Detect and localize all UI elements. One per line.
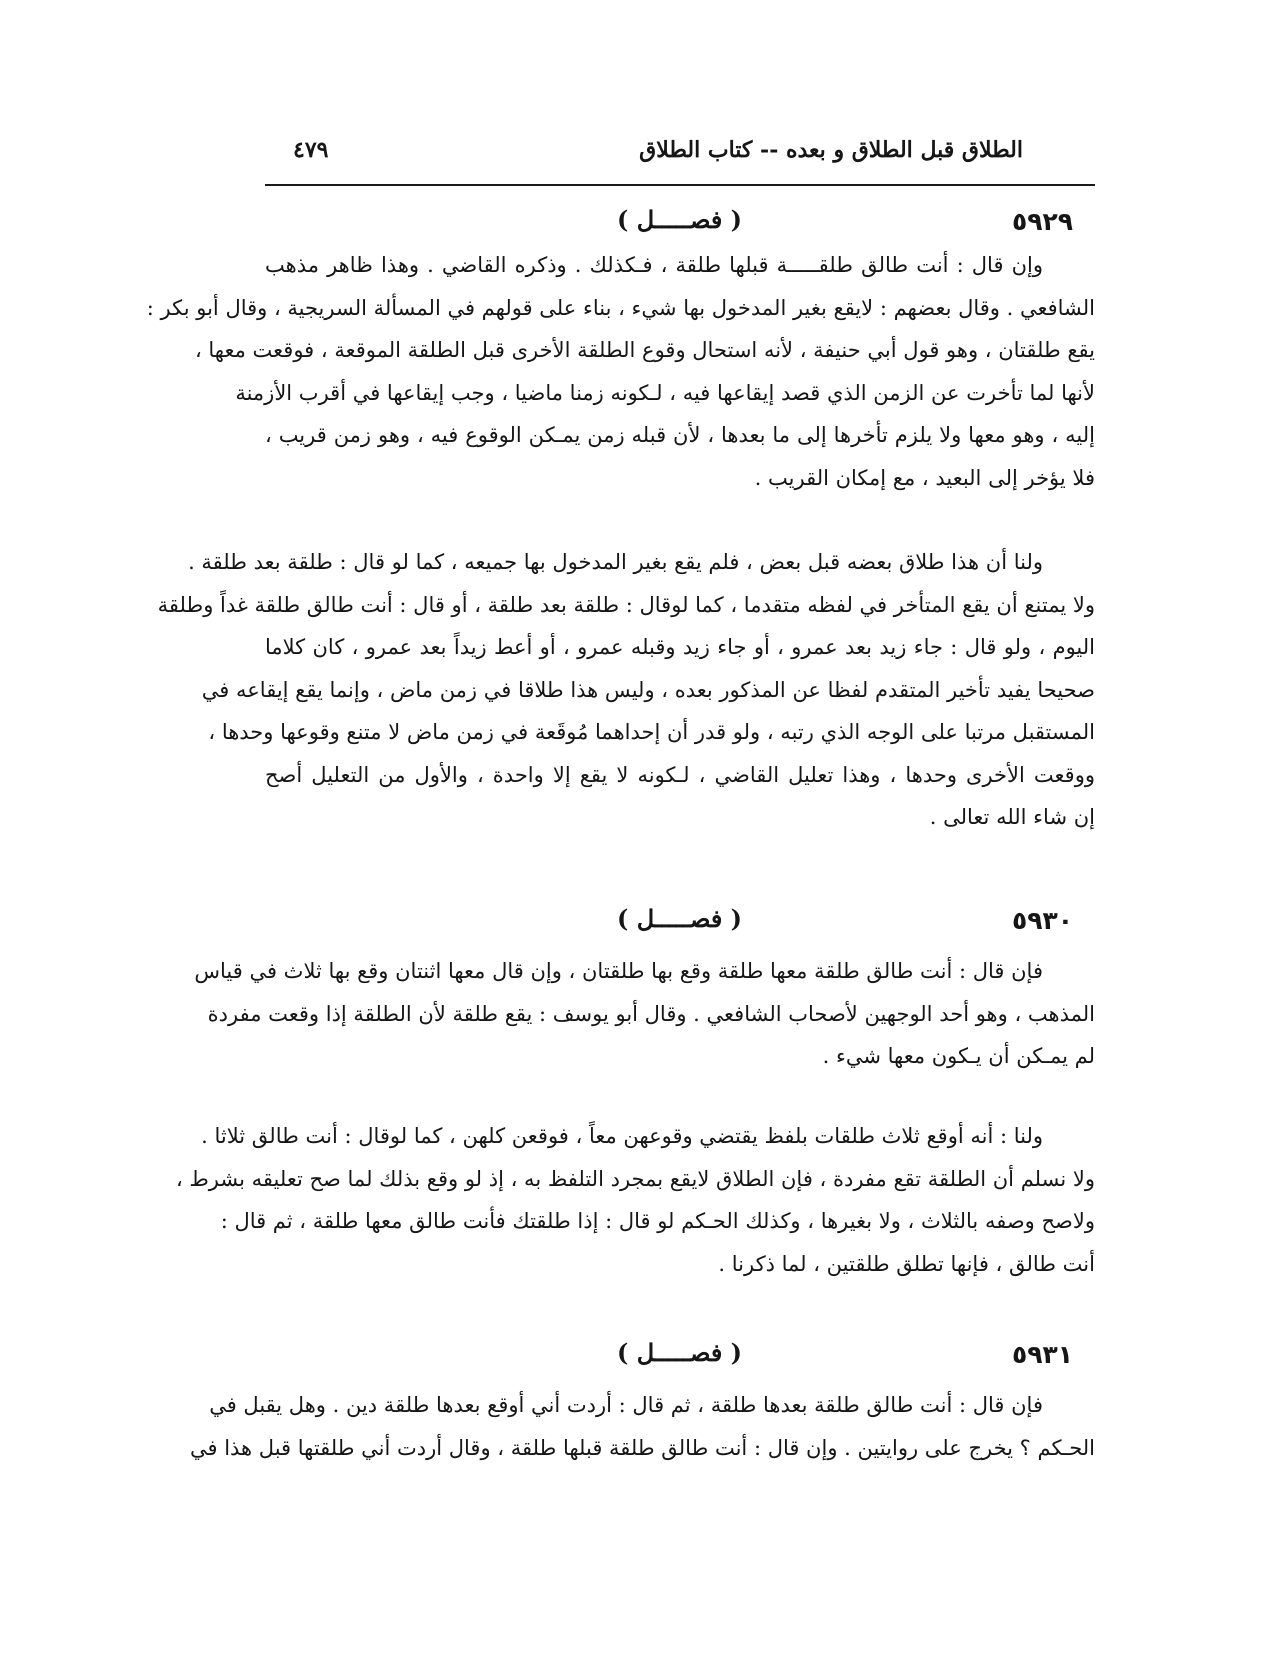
text-line: الحـكم ؟ يخرج على روايتين . وإن قال : أنت طالق طلقة قبلها طلقة ، وقال أردت أني طلقتها قبل هذا في — [189, 1435, 1095, 1460]
text-line: الشافعي . وقال بعضهم : لايقع بغير المدخول بها شيء ، بناء على قولهم في المسألة السريجية ، وقال أبو بكر : — [146, 295, 1095, 320]
paragraph — [175, 1115, 1095, 1285]
text-line: اليوم ، ولو قال : جاء زيد بعد عمرو ، أو جاء زيد وقبله عمرو ، أو أعط زيداً بعد عمرو ، كان كلاما — [265, 635, 1095, 659]
text-line: لأنها لما تأخرت عن الزمن الذي قصد إيقاعها فيه ، لـكونه زمنا ماضيا ، وجب إيقاعها في أقرب الأزمنة — [235, 380, 1095, 405]
paragraph — [194, 950, 1095, 1078]
section-number: ٥٩٣١ — [1012, 1340, 1074, 1369]
section-heading: ( فصـــــل ) — [617, 205, 743, 234]
text-line: ولاصح وصفه بالثلاث ، ولا بغيرها ، وكذلك الحـكم لو قال : إذا طلقتك فأنت طالق معها طلقة ، ثم قال : — [220, 1209, 1095, 1233]
text-line: فإن قال : أنت طالق طلقة بعدها طلقة ، ثم قال : أردت أني أوقع بعدها طلقة دين . وهل يقبل في — [209, 1393, 1043, 1417]
paragraph — [146, 244, 1095, 499]
section-number: ٥٩٣٠ — [1012, 906, 1074, 935]
running-header — [265, 133, 1095, 177]
section-heading: ( فصـــــل ) — [617, 904, 743, 933]
text-line: المستقبل مرتبا على الوجه الذي رتبه ، ولو قدر أن إحداهما مُوقَعة في زمن ماض لا متنع وقوعها وحدها ، — [208, 720, 1095, 744]
header-rule — [265, 184, 1095, 186]
paragraph — [157, 541, 1095, 839]
text-line: ولا نسلم أن الطلقة تقع مفردة ، فإن الطلاق لايقع بمجرد التلفظ به ، إذ لو وقع بذلك لما صح تعليقه بشرط ، — [175, 1166, 1095, 1191]
text-line: ولنا : أنه أوقع ثلاث طلقات بلفظ يقتضي وقوعهن معاً ، فوقعن كلهن ، كما لوقال : أنت طالق ثلاثا . — [201, 1124, 1043, 1148]
text-line: المذهب ، وهو أحد الوجهين لأصحاب الشافعي . وقال أبو يوسف : يقع طلقة لأن الطلقة إذا وقعت مفردة — [207, 1001, 1095, 1026]
running-title: الطلاق قبل الطلاق و بعده -- كتاب الطلاق — [639, 137, 1023, 163]
text-line: إليه ، وهو معها ولا يلزم تأخرها إلى ما بعدها ، لأن قبله زمن يمـكن الوقوع فيه ، وهو زمن قريب ، — [265, 423, 1095, 447]
text-line: أنت طالق ، فإنها تطلق طلقتين ، لما ذكرنا . — [718, 1251, 1095, 1276]
paragraph — [189, 1384, 1095, 1469]
section-heading: ( فصـــــل ) — [617, 1338, 743, 1367]
text-line: ولنا أن هذا طلاق بعضه قبل بعض ، فلم يقع بغير المدخول بها جميعه ، كما لو قال : طلقة بعد طلقة . — [188, 550, 1043, 574]
text-line: صحيحا يفيد تأخير المتقدم لفظا عن المذكور بعده ، وليس هذا طلاقا في زمن ماض ، وإنما يقع إيقاعه في — [201, 677, 1095, 702]
text-line: لم يمـكن أن يـكون معها شيء . — [822, 1044, 1095, 1068]
section-number: ٥٩٢٩ — [1012, 207, 1074, 236]
text-line: فإن قال : أنت طالق طلقة معها طلقة وقع بها طلقتان ، وإن قال معها اثنتان وقع بها ثلاث في قياس — [194, 959, 1043, 983]
page-number: ٤٧٩ — [293, 137, 329, 163]
text-line: وإن قال : أنت طالق طلقـــــة قبلها طلقة ، فـكذلك . وذكره القاضي . وهذا ظاهر مذهب — [265, 253, 1043, 277]
text-line: ووقعت الأخرى وحدها ، وهذا تعليل القاضي ، لـكونه لا يقع إلا واحدة ، والأول من التعليل أصح — [265, 762, 1095, 787]
text-line: ولا يمتنع أن يقع المتأخر في لفظه متقدما ، كما لوقال : طلقة بعد طلقة ، أو قال : أنت طالق طلقة غداً وطلقة — [157, 592, 1095, 617]
text-line: إن شاء الله تعالى . — [929, 805, 1095, 829]
text-line: يقع طلقتان ، وهو قول أبي حنيفة ، لأنه استحال وقوع الطلقة الأخرى قبل الطلقة الموقعة ، فوقعت معها ، — [194, 338, 1095, 362]
text-line: فلا يؤخر إلى البعيد ، مع إمكان القريب . — [754, 465, 1095, 490]
